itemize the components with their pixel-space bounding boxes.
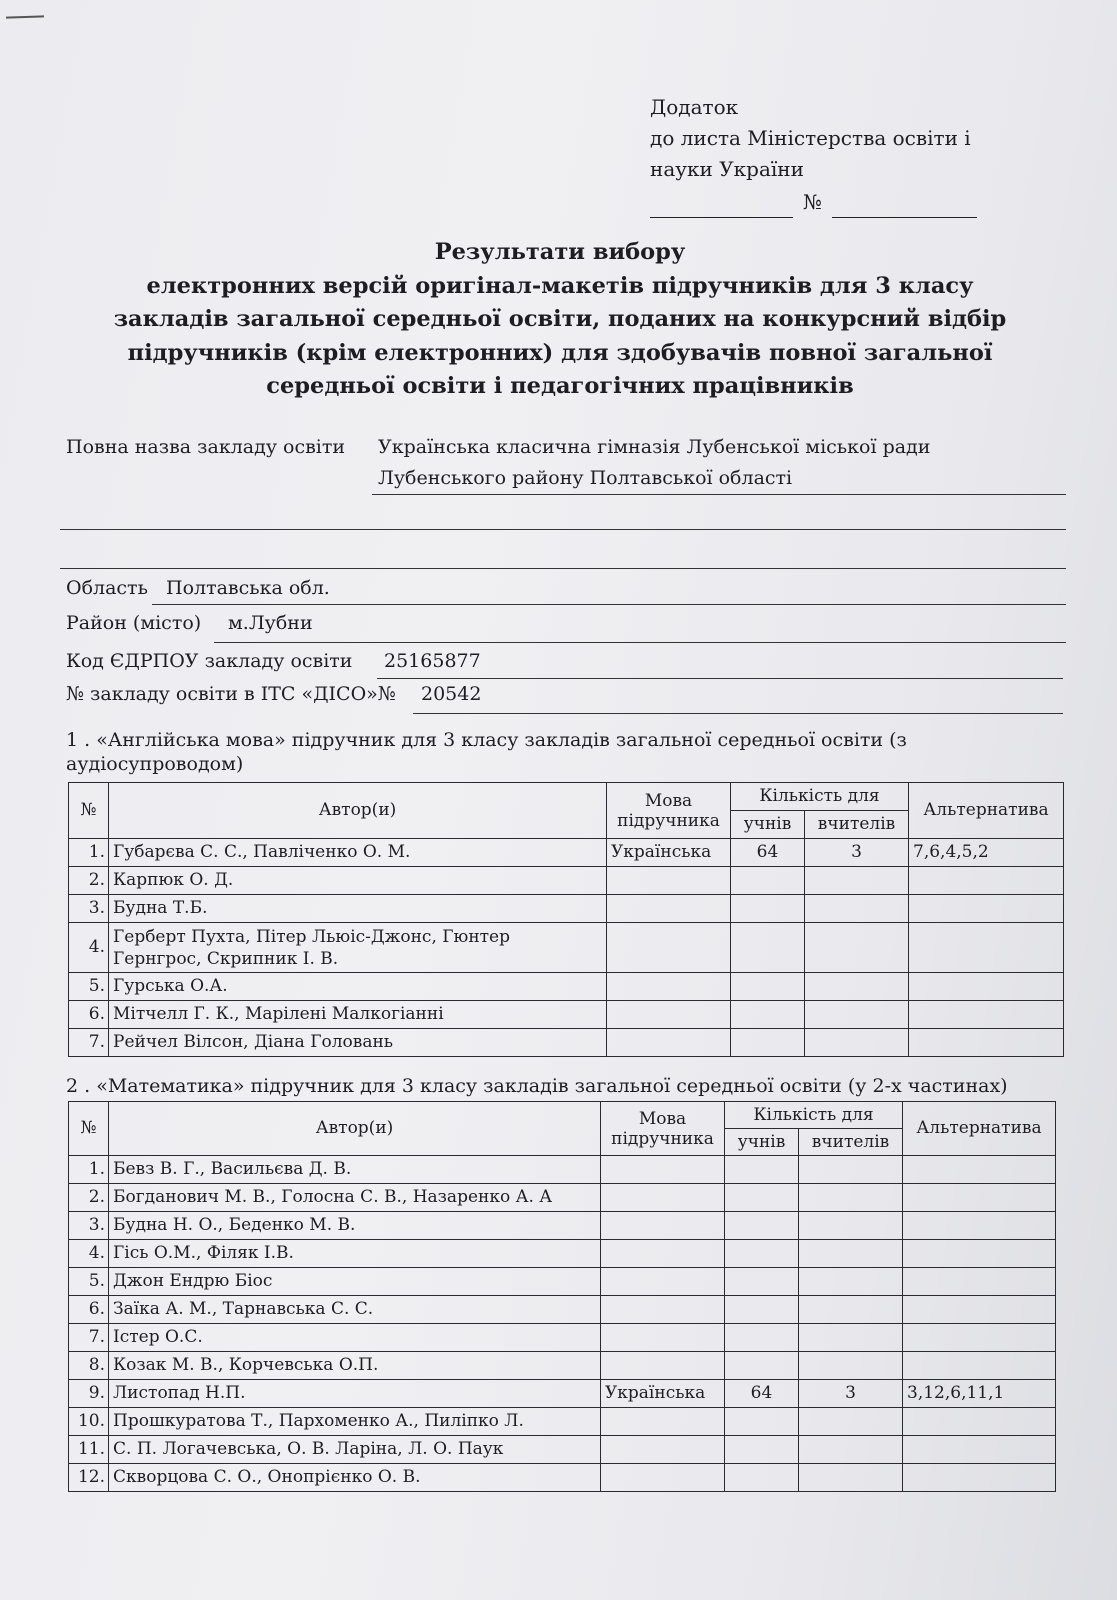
row-students-count xyxy=(725,1156,799,1184)
row-students-count xyxy=(725,1212,799,1240)
institution-underline-2 xyxy=(60,529,1066,530)
row-students-count xyxy=(731,895,805,923)
row-author: Мітчелл Г. К., Марілені Малкогіанні xyxy=(109,1001,607,1029)
edrpou-label: Код ЄДРПОУ закладу освіти xyxy=(66,650,353,672)
section-1-title-line-2: аудіосупроводом) xyxy=(66,753,244,775)
row-author: Бевз В. Г., Васильєва Д. В. xyxy=(109,1156,601,1184)
row-students-count: 64 xyxy=(731,839,805,867)
row-alternative xyxy=(909,867,1064,895)
row-language xyxy=(607,1029,731,1057)
header-author: Автор(и) xyxy=(109,783,607,839)
disco-label: № закладу освіти в ІТС «ДІСО»№ xyxy=(66,683,396,705)
row-author: Герберт Пухта, Пітер Льюіс-Джонс, Гюнтер Гернгрос, Скрипник І. В. xyxy=(109,923,607,973)
row-author: Істер О.С. xyxy=(109,1324,601,1352)
header-quantity: Кількість для xyxy=(731,783,909,811)
row-author: Гурська О.А. xyxy=(109,973,607,1001)
number-sign: № xyxy=(803,190,822,214)
row-alternative: 3,12,6,11,1 xyxy=(903,1380,1056,1408)
row-students-count xyxy=(725,1408,799,1436)
title-line-4: підручників (крім електронних) для здобувачів повної загальної xyxy=(127,339,993,366)
table-row xyxy=(69,1001,1064,1029)
row-author: Богданович М. В., Голосна С. В., Назаренко А. А xyxy=(109,1184,601,1212)
header-num: № xyxy=(69,1102,109,1156)
row-teachers-count xyxy=(799,1212,903,1240)
header-language-line-1: Мова xyxy=(638,1108,687,1129)
date-blank xyxy=(650,195,793,218)
appendix-number-line xyxy=(650,187,977,218)
row-language xyxy=(601,1296,725,1324)
row-language xyxy=(601,1184,725,1212)
section-1-rows xyxy=(69,839,1064,1057)
row-students-count xyxy=(731,1001,805,1029)
header-students: учнів xyxy=(731,811,805,839)
row-alternative xyxy=(903,1184,1056,1212)
row-number: 3. xyxy=(69,1212,109,1240)
table-row xyxy=(69,1464,1056,1492)
row-alternative xyxy=(909,923,1064,973)
row-language xyxy=(607,867,731,895)
row-number: 12. xyxy=(69,1464,109,1492)
row-alternative xyxy=(903,1464,1056,1492)
row-teachers-count xyxy=(799,1296,903,1324)
row-number: 10. xyxy=(69,1408,109,1436)
row-author: Козак М. В., Корчевська О.П. xyxy=(109,1352,601,1380)
row-author: Будна Н. О., Беденко М. В. xyxy=(109,1212,601,1240)
row-teachers-count xyxy=(799,1436,903,1464)
region-underline xyxy=(152,604,1066,605)
row-number: 9. xyxy=(69,1380,109,1408)
row-language xyxy=(601,1436,725,1464)
appendix-block xyxy=(650,92,977,218)
table-row xyxy=(69,1436,1056,1464)
row-language: Українська xyxy=(601,1380,725,1408)
row-alternative xyxy=(903,1408,1056,1436)
institution-value-line-1: Українська класична гімназія Лубенської міської ради xyxy=(378,436,931,458)
row-students-count xyxy=(731,923,805,973)
row-teachers-count xyxy=(799,1156,903,1184)
row-alternative xyxy=(909,973,1064,1001)
row-alternative xyxy=(909,1001,1064,1029)
row-number: 6. xyxy=(69,1296,109,1324)
row-number: 1. xyxy=(69,1156,109,1184)
edrpou-value: 25165877 xyxy=(384,650,481,672)
row-teachers-count xyxy=(799,1464,903,1492)
row-language xyxy=(601,1212,725,1240)
header-language xyxy=(601,1102,725,1156)
row-language: Українська xyxy=(607,839,731,867)
table-row xyxy=(69,867,1064,895)
row-alternative xyxy=(903,1212,1056,1240)
appendix-line-2: до листа Міністерства освіти і xyxy=(650,126,971,150)
disco-value: 20542 xyxy=(421,683,482,705)
header-language xyxy=(607,783,731,839)
row-number: 7. xyxy=(69,1029,109,1057)
header-author: Автор(и) xyxy=(109,1102,601,1156)
row-number: 3. xyxy=(69,895,109,923)
row-language xyxy=(601,1240,725,1268)
row-teachers-count xyxy=(799,1240,903,1268)
institution-label: Повна назва закладу освіти xyxy=(66,436,346,458)
header-language-line-2: підручника xyxy=(617,810,720,831)
row-alternative xyxy=(903,1156,1056,1184)
institution-underline-3 xyxy=(60,568,1066,569)
row-language xyxy=(607,895,731,923)
row-teachers-count xyxy=(805,973,909,1001)
table-row xyxy=(69,1296,1056,1324)
table-row xyxy=(69,973,1064,1001)
row-author: С. П. Логачевська, О. В. Ларіна, Л. О. Паук xyxy=(109,1436,601,1464)
row-language xyxy=(607,973,731,1001)
row-author: Будна Т.Б. xyxy=(109,895,607,923)
row-teachers-count xyxy=(805,1029,909,1057)
table-row xyxy=(69,1029,1064,1057)
header-quantity: Кількість для xyxy=(725,1102,903,1129)
row-students-count xyxy=(725,1268,799,1296)
row-number: 4. xyxy=(69,923,109,973)
table-row xyxy=(69,895,1064,923)
row-students-count: 64 xyxy=(725,1380,799,1408)
table-row xyxy=(69,1184,1056,1212)
row-author: Рейчел Вілсон, Діана Головань xyxy=(109,1029,607,1057)
section-2-title xyxy=(66,1074,1008,1098)
header-language-line-2: підручника xyxy=(611,1128,714,1149)
row-alternative: 7,6,4,5,2 xyxy=(909,839,1064,867)
appendix-line-1: Додаток xyxy=(650,95,739,119)
row-teachers-count xyxy=(805,1001,909,1029)
row-number: 6. xyxy=(69,1001,109,1029)
section-1-title xyxy=(66,728,907,776)
edrpou-underline xyxy=(377,678,1063,679)
row-number: 1. xyxy=(69,839,109,867)
region-value: Полтавська обл. xyxy=(166,577,330,599)
row-language xyxy=(601,1352,725,1380)
header-language-line-1: Мова xyxy=(644,790,693,811)
disco-underline xyxy=(413,713,1063,714)
institution-underline-1 xyxy=(372,494,1066,495)
row-teachers-count xyxy=(799,1352,903,1380)
header-students: учнів xyxy=(725,1129,799,1156)
document-title xyxy=(60,236,1060,404)
title-line-2: електронних версій оригінал-макетів підручників для 3 класу xyxy=(146,272,974,299)
row-alternative xyxy=(909,1029,1064,1057)
section-2-table xyxy=(68,1101,1056,1492)
row-number: 2. xyxy=(69,867,109,895)
row-teachers-count xyxy=(805,867,909,895)
region-label: Область xyxy=(66,577,148,599)
row-students-count xyxy=(725,1464,799,1492)
row-author: Карпюк О. Д. xyxy=(109,867,607,895)
row-language xyxy=(601,1324,725,1352)
title-line-1: Результати вибору xyxy=(434,239,686,265)
table-row xyxy=(69,923,1064,973)
row-alternative xyxy=(903,1240,1056,1268)
row-teachers-count xyxy=(799,1268,903,1296)
row-number: 5. xyxy=(69,1268,109,1296)
row-alternative xyxy=(903,1296,1056,1324)
district-label: Район (місто) xyxy=(66,612,202,634)
row-teachers-count xyxy=(799,1408,903,1436)
table-row xyxy=(69,1352,1056,1380)
section-1-table xyxy=(68,782,1064,1057)
row-number: 11. xyxy=(69,1436,109,1464)
table-header-row xyxy=(69,1102,1056,1129)
row-number: 7. xyxy=(69,1324,109,1352)
section-2-title-line-1: 2 . «Математика» підручник для 3 класу закладів загальної середньої освіти (у 2-х частинах) xyxy=(66,1075,1008,1097)
header-teachers: вчителів xyxy=(799,1129,903,1156)
row-students-count xyxy=(725,1436,799,1464)
district-value: м.Лубни xyxy=(228,612,313,634)
table-row xyxy=(69,1324,1056,1352)
row-language xyxy=(601,1408,725,1436)
row-number: 2. xyxy=(69,1184,109,1212)
row-students-count xyxy=(731,1029,805,1057)
row-teachers-count xyxy=(799,1324,903,1352)
row-author: Губарєва С. С., Павліченко О. М. xyxy=(109,839,607,867)
table-row xyxy=(69,1408,1056,1436)
row-students-count xyxy=(725,1240,799,1268)
row-alternative xyxy=(903,1268,1056,1296)
corner-mark xyxy=(6,15,44,18)
row-students-count xyxy=(725,1296,799,1324)
row-teachers-count: 3 xyxy=(799,1380,903,1408)
row-alternative xyxy=(903,1436,1056,1464)
header-teachers: вчителів xyxy=(805,811,909,839)
row-author: Джон Ендрю Біос xyxy=(109,1268,601,1296)
table-row xyxy=(69,1212,1056,1240)
title-line-3: закладів загальної середньої освіти, поданих на конкурсний відбір xyxy=(113,306,1007,332)
row-alternative xyxy=(903,1352,1056,1380)
row-teachers-count: 3 xyxy=(805,839,909,867)
section-2-rows xyxy=(69,1156,1056,1492)
row-teachers-count xyxy=(805,895,909,923)
header-alternative: Альтернатива xyxy=(909,783,1064,839)
row-alternative xyxy=(903,1324,1056,1352)
row-author: Листопад Н.П. xyxy=(109,1380,601,1408)
table-row xyxy=(69,1268,1056,1296)
table-row xyxy=(69,839,1064,867)
table-row xyxy=(69,1380,1056,1408)
institution-value-line-2: Лубенського району Полтавської області xyxy=(378,467,793,489)
row-students-count xyxy=(725,1184,799,1212)
row-language xyxy=(607,923,731,973)
row-author: Заїка А. М., Тарнавська С. С. xyxy=(109,1296,601,1324)
row-author: Гісь О.М., Філяк І.В. xyxy=(109,1240,601,1268)
title-line-5: середньої освіти і педагогічних працівників xyxy=(266,373,854,399)
row-author: Скворцова С. О., Онопрієнко О. В. xyxy=(109,1464,601,1492)
row-teachers-count xyxy=(799,1184,903,1212)
row-students-count xyxy=(731,867,805,895)
row-author: Прошкуратова Т., Пархоменко А., Пиліпко Л. xyxy=(109,1408,601,1436)
table-row xyxy=(69,1240,1056,1268)
table-header-row xyxy=(69,783,1064,811)
number-blank xyxy=(832,195,977,218)
row-language xyxy=(601,1268,725,1296)
row-number: 5. xyxy=(69,973,109,1001)
row-language xyxy=(601,1156,725,1184)
row-alternative xyxy=(909,895,1064,923)
row-students-count xyxy=(725,1352,799,1380)
table-row xyxy=(69,1156,1056,1184)
row-language xyxy=(601,1464,725,1492)
row-students-count xyxy=(725,1324,799,1352)
row-number: 4. xyxy=(69,1240,109,1268)
section-1-title-line-1: 1 . «Англійська мова» підручник для 3 класу закладів загальної середньої освіти (з xyxy=(66,729,907,751)
row-teachers-count xyxy=(805,923,909,973)
row-language xyxy=(607,1001,731,1029)
row-students-count xyxy=(731,973,805,1001)
appendix-line-3: науки України xyxy=(650,157,804,181)
district-underline xyxy=(214,642,1066,643)
header-num: № xyxy=(69,783,109,839)
header-alternative: Альтернатива xyxy=(903,1102,1056,1156)
row-number: 8. xyxy=(69,1352,109,1380)
